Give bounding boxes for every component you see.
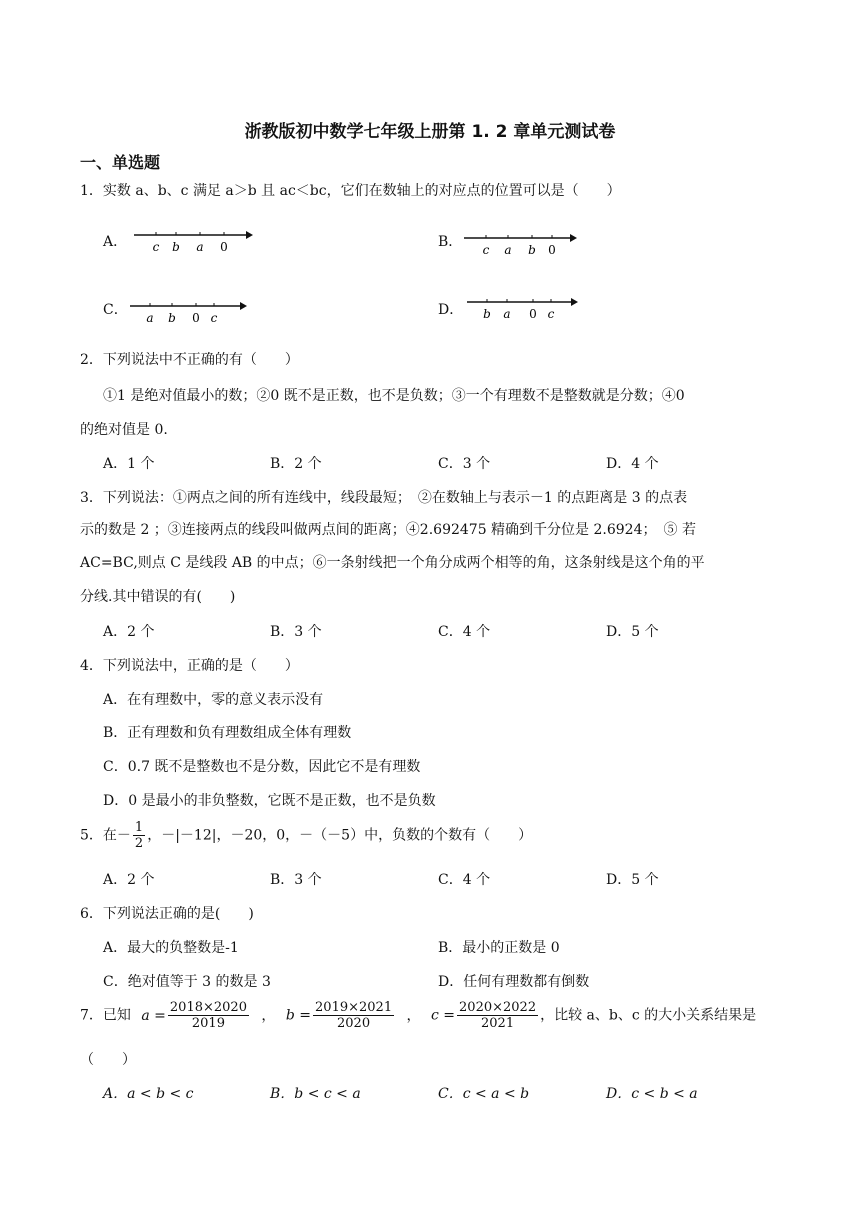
q1-option-c-label: C． (103, 302, 128, 318)
q7-option-c: C．c < a < b (438, 1086, 530, 1102)
q3-option-a: A．2 个 (103, 624, 155, 640)
q2-option-c: C．3 个 (438, 456, 491, 472)
q2-option-a: A．1 个 (103, 456, 155, 472)
q7-stem: 7．已知 a = $\frac{2018\times 2020}{2019}$ ， b = $\frac{2019\times 2021}{2020}$ ， c = $\frac{2020\times 2022}{2021}$ ，比较 a、b、c 的大小关系结果是 (80, 1000, 757, 1031)
q1-option-a-number-line (134, 226, 254, 258)
q1-option-c-number-line (130, 297, 250, 329)
q5-stem (80, 820, 532, 851)
q7-b-variable: b = (285, 1007, 312, 1024)
q7-option-a: A．a < b < c (103, 1086, 194, 1102)
q2-option-b: B．2 个 (270, 456, 322, 472)
q1-option-d-label: D． (438, 302, 464, 318)
q7-a-denominator: 2019 (191, 1016, 225, 1031)
q1-c-point-b: b (168, 311, 176, 325)
q4-option-d: D．0 是最小的非负整数，它既不是正数，也不是负数 (103, 793, 436, 809)
q1-c-point-c: c (210, 311, 218, 325)
q7-c-variable: c = (431, 1007, 456, 1024)
q6-stem: 6．下列说法正确的是( ) (80, 906, 254, 922)
q1-b-point-zero: 0 (548, 243, 556, 257)
q6-option-a: A．最大的负整数是-1 (103, 940, 239, 956)
q7-a-numerator: 2018×2020 (169, 1000, 247, 1015)
page-title: 浙教版初中数学七年级上册第 1. 2 章单元测试卷 (244, 122, 616, 142)
q3-option-b: B．3 个 (270, 624, 322, 640)
q1-option-b-label: B． (438, 234, 463, 250)
q4-option-c: C．0.7 既不是整数也不是分数，因此它不是有理数 (103, 759, 421, 775)
q1-a-point-zero: 0 (220, 240, 228, 254)
q3-stem-line-2: 示的数是 2 ；③连接两点的线段叫做两点间的距离；④2.692475 精确到千分位是 2.6924； ⑤ 若 (80, 522, 696, 538)
q7-stem-line-2: （ ） (80, 1052, 136, 1068)
q7-a-fraction (168, 1000, 249, 1031)
q7-a-variable: a = (141, 1007, 166, 1024)
q5-suffix: ，－|－12|，－20，0，－（－5）中，负数的个数有（ ） (147, 827, 533, 844)
q4-option-b: B．正有理数和负有理数组成全体有理数 (103, 725, 352, 741)
q5-fraction-denominator: 2 (134, 836, 144, 851)
q2-option-d: D．4 个 (606, 456, 659, 472)
q1-d-point-b: b (483, 307, 491, 321)
q1-c-point-a: a (146, 311, 154, 325)
q2-statements-line-2: 的绝对值是 0. (80, 422, 168, 438)
q1-stem: 1．实数 a、b、c 满足 a＞b 且 ac＜bc，它们在数轴上的对应点的位置可以是（ ） (80, 183, 621, 199)
q6-option-c: C．绝对值等于 3 的数是 3 (103, 974, 271, 990)
q5-fraction-numerator: 1 (134, 820, 144, 835)
q7-c-denominator: 2021 (481, 1016, 515, 1031)
q1-b-point-b: b (528, 243, 536, 257)
q7-c-numerator: 2020×2022 (459, 1000, 537, 1015)
q7-option-d: D．c < b < a (606, 1086, 698, 1102)
q1-c-point-zero: 0 (192, 311, 200, 325)
q1-a-point-a: a (196, 240, 204, 254)
q7-b-denominator: 2020 (337, 1016, 371, 1031)
q1-d-point-a: a (503, 307, 511, 321)
q1-a-point-c: c (152, 240, 160, 254)
q7-c-fraction (457, 1000, 538, 1031)
q5-option-a: A．2 个 (103, 872, 155, 888)
q1-option-a-label: A． (103, 234, 128, 250)
q3-option-d: D．5 个 (606, 624, 659, 640)
q7-b-fraction (313, 1000, 394, 1031)
q5-fraction (133, 820, 145, 851)
q4-option-a: A．在有理数中，零的意义表示没有 (103, 692, 324, 708)
q3-option-c: C．4 个 (438, 624, 491, 640)
q7-prefix: 7．已知 (80, 1007, 131, 1024)
q1-option-b-number-line (464, 229, 584, 261)
q1-option-d-number-line (467, 293, 587, 325)
q7-b-numerator: 2019×2021 (315, 1000, 393, 1015)
q1-a-point-b: b (172, 240, 180, 254)
q5-option-c: C．4 个 (438, 872, 491, 888)
q7-option-b: B．b < c < a (270, 1086, 361, 1102)
q1-b-point-c: c (482, 243, 490, 257)
q5-prefix: 5．在－ (80, 827, 131, 844)
q2-statements-line-1: ①1 是绝对值最小的数；②0 既不是正数，也不是负数；③一个有理数不是整数就是分数；④0 (103, 388, 685, 404)
q2-stem: 2．下列说法中不正确的有（ ） (80, 352, 299, 368)
q1-d-point-c: c (547, 307, 555, 321)
q3-stem-line-3: AC=BC,则点 C 是线段 AB 的中点；⑥一条射线把一个角分成两个相等的角，这条射线是这个角的平 (80, 555, 705, 571)
q1-b-point-a: a (504, 243, 512, 257)
q6-option-b: B．最小的正数是 0 (438, 940, 560, 956)
q4-stem: 4．下列说法中，正确的是（ ） (80, 658, 299, 674)
q5-option-d: D．5 个 (606, 872, 659, 888)
q7-suffix: ，比较 a、b、c 的大小关系结果是 (540, 1007, 757, 1024)
q1-d-point-zero: 0 (529, 307, 537, 321)
q3-stem-line-1: 3．下列说法：①两点之间的所有连线中，线段最短； ②在数轴上与表示－1 的点距离是 3 的点表 (80, 490, 688, 506)
q6-option-d: D．任何有理数都有倒数 (438, 974, 590, 990)
q5-option-b: B．3 个 (270, 872, 322, 888)
section-heading: 一、单选题 (80, 153, 161, 172)
q3-stem-line-4: 分线.其中错误的有( ) (80, 589, 236, 605)
